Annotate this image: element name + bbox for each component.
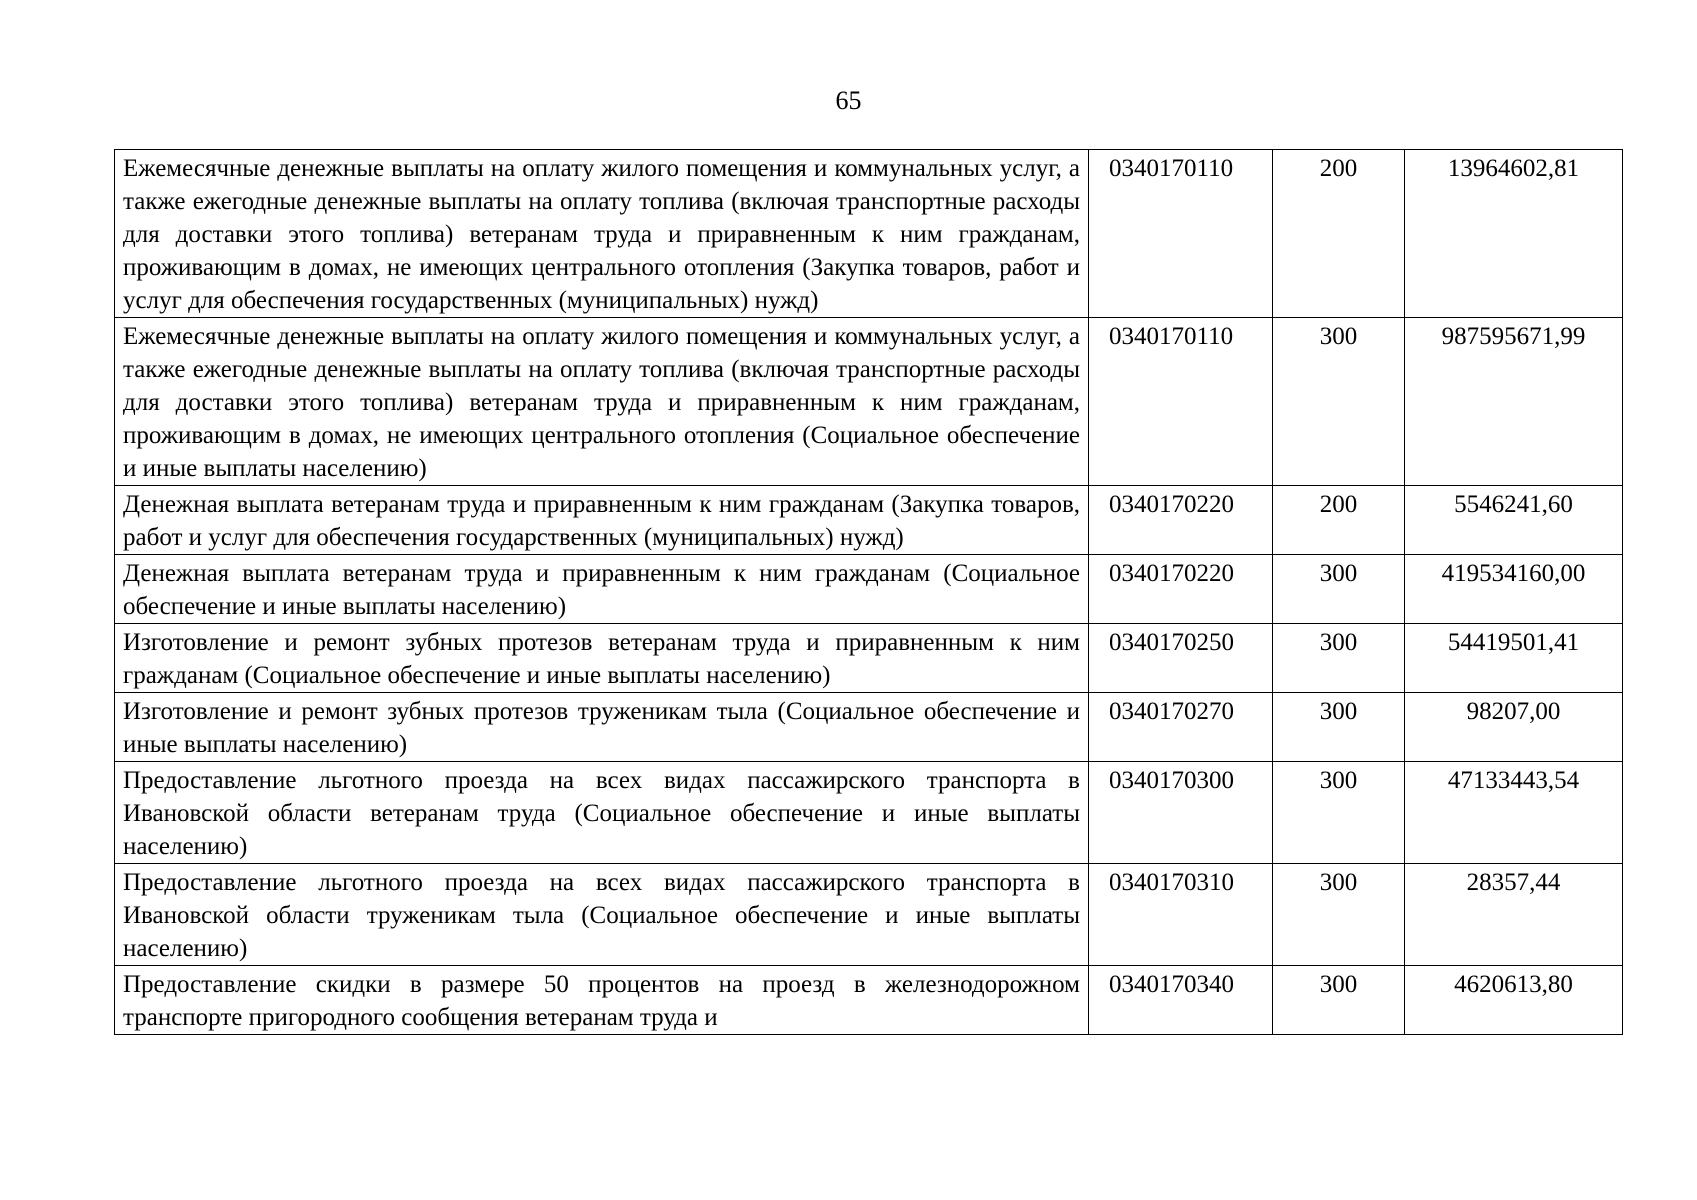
row-description: Предоставление льготного проезда на всех видах пассажирского транспорта в Ивановской области труженикам тыла (Социальное обеспечение и иные выплаты населению) bbox=[115, 864, 1089, 966]
row-description: Предоставление скидки в размере 50 процентов на проезд в железнодорожном транспорте пригородного сообщения ветеранам труда и bbox=[123, 971, 1080, 1031]
row-target-code: 0340170250 bbox=[1089, 624, 1273, 693]
row-expense-type: 300 bbox=[1273, 624, 1405, 693]
row-amount: 98207,00 bbox=[1405, 693, 1623, 762]
row-expense-type: 300 bbox=[1273, 864, 1405, 966]
row-amount: 419534160,00 bbox=[1405, 555, 1623, 624]
row-target-code: 0340170300 bbox=[1089, 762, 1273, 864]
table-row bbox=[115, 486, 1623, 555]
row-amount: 54419501,41 bbox=[1405, 624, 1623, 693]
table-row bbox=[115, 150, 1623, 318]
row-expense-type: 300 bbox=[1273, 966, 1405, 1035]
row-amount: 4620613,80 bbox=[1405, 966, 1623, 1035]
row-amount: 28357,44 bbox=[1405, 864, 1623, 966]
table-row bbox=[115, 318, 1623, 486]
row-amount: 987595671,99 bbox=[1405, 318, 1623, 486]
row-target-code: 0340170220 bbox=[1089, 555, 1273, 624]
row-amount: 47133443,54 bbox=[1405, 762, 1623, 864]
row-description: Денежная выплата ветеранам труда и приравненным к ним гражданам (Закупка товаров, работ и услуг для обеспечения государственных (муниципальных) нужд) bbox=[115, 486, 1089, 555]
row-expense-type: 300 bbox=[1273, 762, 1405, 864]
table-row bbox=[115, 555, 1623, 624]
table-row bbox=[115, 624, 1623, 693]
row-target-code: 0340170270 bbox=[1089, 693, 1273, 762]
row-expense-type: 200 bbox=[1273, 486, 1405, 555]
row-target-code: 0340170340 bbox=[1089, 966, 1273, 1035]
row-target-code: 0340170310 bbox=[1089, 864, 1273, 966]
row-expense-type: 300 bbox=[1273, 318, 1405, 486]
row-description: Изготовление и ремонт зубных протезов труженикам тыла (Социальное обеспечение и иные выплаты населению) bbox=[115, 693, 1089, 762]
row-amount: 13964602,81 bbox=[1405, 150, 1623, 318]
row-target-code: 0340170220 bbox=[1089, 486, 1273, 555]
table-row bbox=[115, 762, 1623, 864]
row-target-code: 0340170110 bbox=[1089, 318, 1273, 486]
table-row bbox=[115, 864, 1623, 966]
row-expense-type: 300 bbox=[1273, 693, 1405, 762]
row-expense-type: 200 bbox=[1273, 150, 1405, 318]
row-description: Ежемесячные денежные выплаты на оплату жилого помещения и коммунальных услуг, а также ежегодные денежные выплаты на оплату топлива (включая транспортные расходы для доставки этого топлива) ветеранам труда и приравненным к ним гражданам, проживающим в домах, не имеющих центрального отопления (Закупка товаров, работ и услуг для обеспечения государственных (муниципальных) нужд) bbox=[115, 150, 1089, 318]
budget-table bbox=[114, 149, 1623, 1035]
row-description: Предоставление льготного проезда на всех видах пассажирского транспорта в Ивановской области ветеранам труда (Социальное обеспечение и иные выплаты населению) bbox=[115, 762, 1089, 864]
row-description-cell bbox=[115, 966, 1089, 1035]
row-description: Изготовление и ремонт зубных протезов ветеранам труда и приравненным к ним гражданам (Социальное обеспечение и иные выплаты населению) bbox=[115, 624, 1089, 693]
table-row bbox=[115, 693, 1623, 762]
table-row bbox=[115, 966, 1623, 1035]
row-amount: 5546241,60 bbox=[1405, 486, 1623, 555]
row-description: Ежемесячные денежные выплаты на оплату жилого помещения и коммунальных услуг, а также ежегодные денежные выплаты на оплату топлива (включая транспортные расходы для доставки этого топлива) ветеранам труда и приравненным к ним гражданам, проживающим в домах, не имеющих центрального отопления (Социальное обеспечение и иные выплаты населению) bbox=[115, 318, 1089, 486]
row-expense-type: 300 bbox=[1273, 555, 1405, 624]
row-description: Денежная выплата ветеранам труда и приравненным к ним гражданам (Социальное обеспечение и иные выплаты населению) bbox=[115, 555, 1089, 624]
page-number: 65 bbox=[835, 86, 862, 115]
row-target-code: 0340170110 bbox=[1089, 150, 1273, 318]
